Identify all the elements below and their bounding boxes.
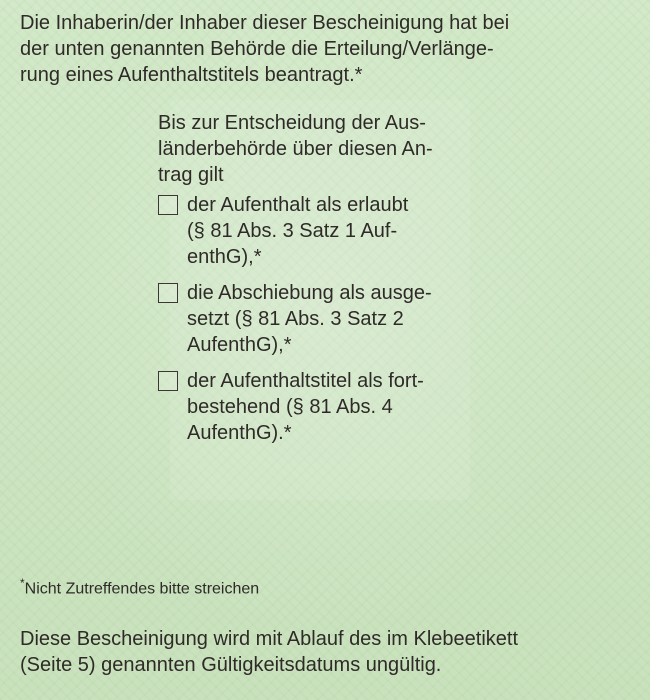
option-1-text: der Aufenthalt als erlaubt (§ 81 Abs. 3 Satz 1 Auf- enthG),* <box>187 194 409 268</box>
footnote-marker: * <box>20 576 25 590</box>
option-titel-fortbestehend <box>158 368 493 446</box>
checkbox-option-3[interactable] <box>158 371 178 391</box>
footnote-text: Nicht Zutreffendes bitte streichen <box>24 580 260 598</box>
option-3-text: der Aufenthaltstitel als fort- bestehend (§ 81 Abs. 4 AufenthG).* <box>187 370 424 444</box>
option-abschiebung-ausgesetzt <box>158 280 493 358</box>
footnote <box>20 572 259 600</box>
checkbox-option-2[interactable] <box>158 283 178 303</box>
option-2-text: die Abschiebung als ausge- setzt (§ 81 Abs. 3 Satz 2 AufenthG),* <box>187 282 432 356</box>
status-intro: Bis zur Entscheidung der Aus- länderbehörde über diesen An- trag gilt <box>158 112 433 186</box>
option-aufenthalt-erlaubt <box>158 192 493 270</box>
status-block <box>158 110 493 456</box>
intro-paragraph: Die Inhaberin/der Inhaber dieser Bescheinigung hat bei der unten genannten Behörde die Erteilung/Verlänge- rung eines Aufenthaltstitels beantragt.* <box>20 12 510 86</box>
checkbox-option-1[interactable] <box>158 195 178 215</box>
validity-paragraph: Diese Bescheinigung wird mit Ablauf des im Klebeetikett (Seite 5) genannten Gültigkeitsdatums ungültig. <box>20 628 519 676</box>
